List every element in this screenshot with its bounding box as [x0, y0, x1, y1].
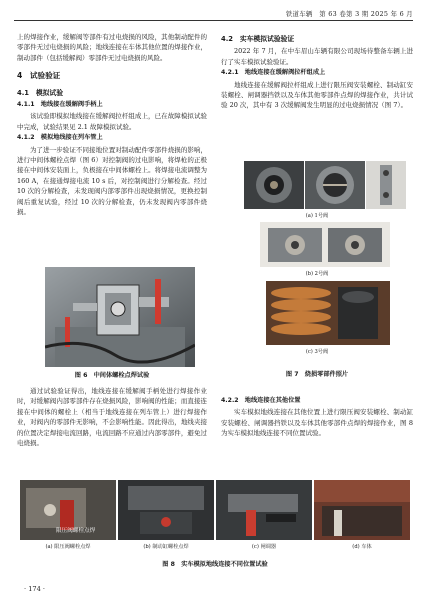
figure-6-caption: 图 6 中间体螺栓点焊试验: [74, 372, 150, 379]
section-4-2-2-heading: 4.2.2 地线连接在其他位置: [221, 397, 301, 404]
intro-paragraph: 上的焊接作业，缓解阀等部件有过电烧损的风险，其他制动配件的零部件无过电烧损的风险；地线连接在车体其他位置的焊接作业，制动部件（包括缓解阀）零部件无过电烧损的风险。: [17, 33, 207, 62]
left-column: [17, 32, 207, 218]
figure-7c-subcaption: (c) 3号阀: [305, 349, 329, 355]
section-4-2-paragraph: 2022 年 7 月，在中车眉山车辆有限公司现场待整备车辆上进行了实车模拟试验验证。: [221, 47, 413, 66]
figure-6-photo: [45, 267, 195, 367]
left-column-bottom: [17, 386, 207, 448]
figure-8d-subcaption: (d) 车体: [352, 544, 372, 550]
section-4-1-2-heading: 4.1.2 模拟地线接在列车管上: [17, 134, 103, 142]
figure-8d-photo: [314, 480, 410, 540]
section-4-2-1-heading: 4.2.1 地线连接在缓解阀拉杆组成上: [221, 69, 326, 77]
figure-7a-photo-3: [366, 161, 406, 209]
figure-8c-subcaption: (c) 闸调器: [251, 544, 277, 550]
figure-7a-photo: [244, 161, 304, 209]
running-header: 铁道车辆 第 63 卷第 3 期 2025 年 6 月: [285, 10, 413, 18]
section-4-1-1-paragraph: 该试验即模拟地线接在缓解阀拉杆组成上，已在故障模拟试验中完成，试验结果见 2.1 故障模拟试验。: [17, 112, 207, 131]
figure-8a-overlay-label: 限压阀螺栓点焊: [56, 528, 96, 534]
figure-8b-photo: [118, 480, 214, 540]
figure-7a-photo-2: [305, 161, 365, 209]
section-4-1-2-paragraph: 为了进一步验证不同接地位置对制动配件零部件烧损的影响，进行中间体螺栓点焊（图 6）对控制阀的过电影响，将焊枪的正极接在中间体安装面上，负极接在中间体螺栓上。将焊接电流调整为 160 A，在接通焊接电流 10 s 后，对控制阀进行分解检查。经过 10 次的分解检查，未发现阀内部零部件出现烧损情况，更换控制阀后重复试验，经过 10 次的分解检查，仍未发现阀内零部件烧损。: [17, 145, 207, 217]
figure-8c-photo: [216, 480, 312, 540]
figure-7a-subcaption: (a) 1号阀: [305, 213, 329, 219]
figure-7-caption: 图 7 烧损零部件照片: [285, 371, 349, 378]
section-4-1-heading: 4.1 模拟试验: [17, 88, 64, 97]
figure-8-caption: 图 8 实车模拟地线连接不同位置试验: [162, 561, 268, 568]
figure-7b-photo: [260, 222, 390, 267]
figure-7c-photo: [266, 281, 390, 345]
header-rule: [14, 20, 413, 21]
right-column: [221, 32, 413, 111]
page-number: · 174 ·: [24, 585, 45, 593]
section-4-1-1-heading: 4.1.1 地线接在缓解阀手柄上: [17, 101, 103, 109]
section-4-heading: 4 试验验证: [17, 71, 61, 81]
conclusion-paragraph: 通过试验验证得出，地线连接在缓解阀手柄处进行焊接作业时，对缓解阀内部零部件存在烧损风险，影响阀的性能；而直接连接在中间体的螺栓上（相当于地线连接在列车管上）进行焊接作业，对阀内的零部件无影响，不会影响性能。因此得出，地线夹接的位置决定焊接电流回路，电流回路不应通过内部零部件，避免过电烧损。: [17, 387, 207, 448]
figure-8a-subcaption: (a) 限压阀螺栓点焊: [45, 544, 91, 550]
figure-8b-subcaption: (b) 制动缸螺栓点焊: [143, 544, 189, 550]
section-4-2-heading: 4.2 实车模拟试验验证: [221, 35, 295, 43]
section-4-2-2-paragraph: 实车模拟地线连接在其他位置上进行限压阀安装螺栓、制动缸安装螺栓、闸调器挡铁以及车体其他零部件点焊的焊接作业，图 8 为实车模拟地线连接不同位置试验。: [221, 408, 413, 438]
figure-7b-subcaption: (b) 2号阀: [305, 271, 329, 277]
section-4-2-1-paragraph: 地线连接在缓解阀拉杆组成上进行限压阀安装螺栓、制动缸安装螺栓、闸调器挡铁以及车体其他零部件点焊的焊接作业，共计试验 20 次，其中有 3 次缓解阀发生明显的过电烧损情况（图 7）。: [221, 80, 413, 110]
right-column-bottom: [221, 395, 413, 439]
